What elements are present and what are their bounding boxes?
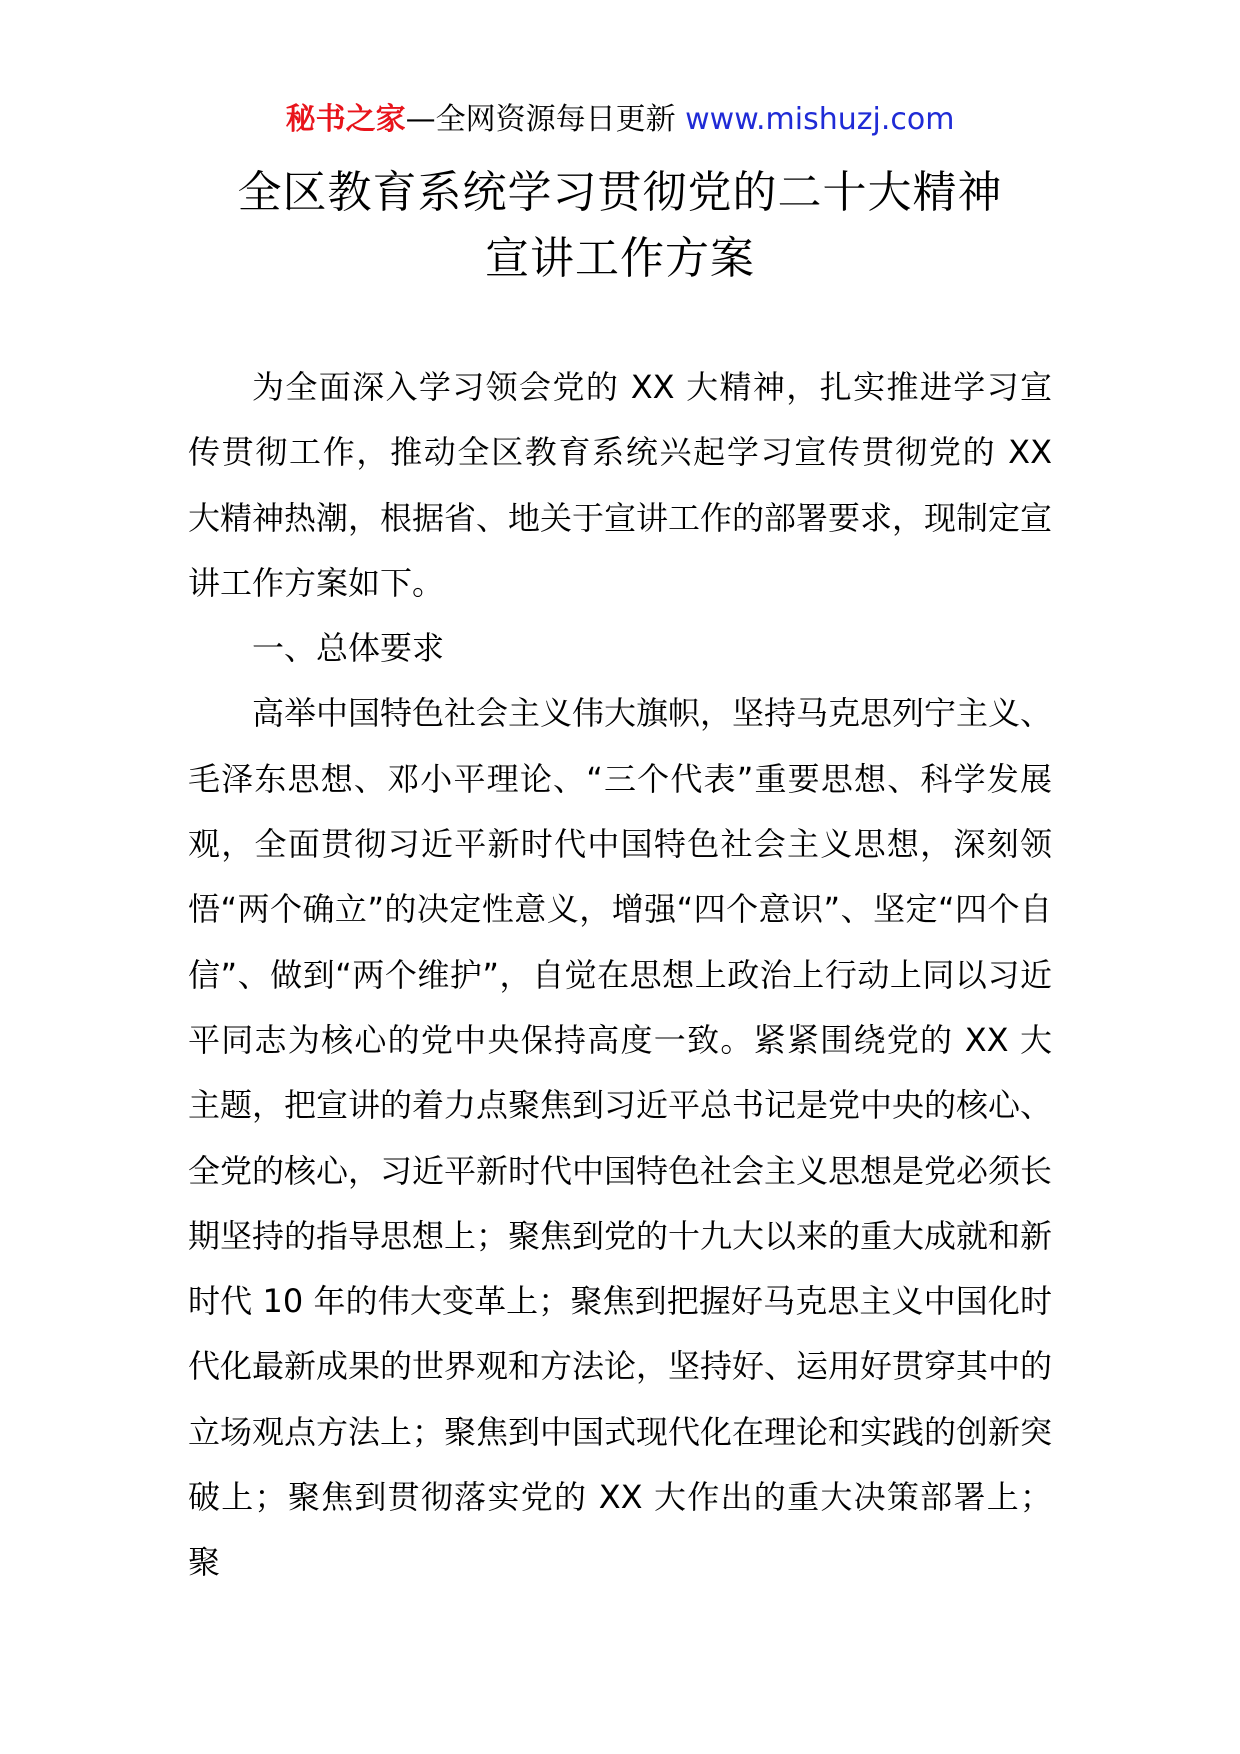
document-body [188,355,1052,1596]
site-url-link[interactable]: www.mishuzj.com [685,102,955,137]
title-line-2: 宣讲工作方案 [485,233,755,284]
brand-name: 秘书之家 [285,102,406,137]
header-slogan: —全网资源每日更新 [405,102,676,137]
section-paragraph: 高举中国特色社会主义伟大旗帜，坚持马克思列宁主义、毛泽东思想、邓小平理论、“三个代表”重要思想、科学发展观，全面贯彻习近平新时代中国特色社会主义思想，深刻领悟“两个确立”的决定性意义，增强“四个意识”、坚定“四个自信”、做到“两个维护”，自觉在思想上政治上行动上同以习近平同志为核心的党中央保持高度一致。紧紧围绕党的 XX 大主题，把宣讲的着力点聚焦到习近平总书记是党中央的核心、全党的核心，习近平新时代中国特色社会主义思想是党必须长期坚持的指导思想上；聚焦到党的十九大以来的重大成就和新时代 10 年的伟大变革上；聚焦到把握好马克思主义中国化时代化最新成果的世界观和方法论，坚持好、运用好贯穿其中的立场观点方法上；聚焦到中国式现代化在理论和实践的创新突破上；聚焦到贯彻落实党的 XX 大作出的重大决策部署上；聚 [188,694,1053,1582]
section-heading: 一、总体要求 [252,629,445,668]
title-line-1: 全区教育系统学习贯彻党的二十大精神 [237,167,1003,218]
intro-paragraph: 为全面深入学习领会党的 XX 大精神，扎实推进学习宣传贯彻工作，推动全区教育系统兴起学习宣传贯彻党的 XX 大精神热潮，根据省、地关于宣讲工作的部署要求，现制定宣讲工作方案如下。 [188,368,1053,602]
document-title [0,160,1240,292]
site-header [0,98,1240,142]
